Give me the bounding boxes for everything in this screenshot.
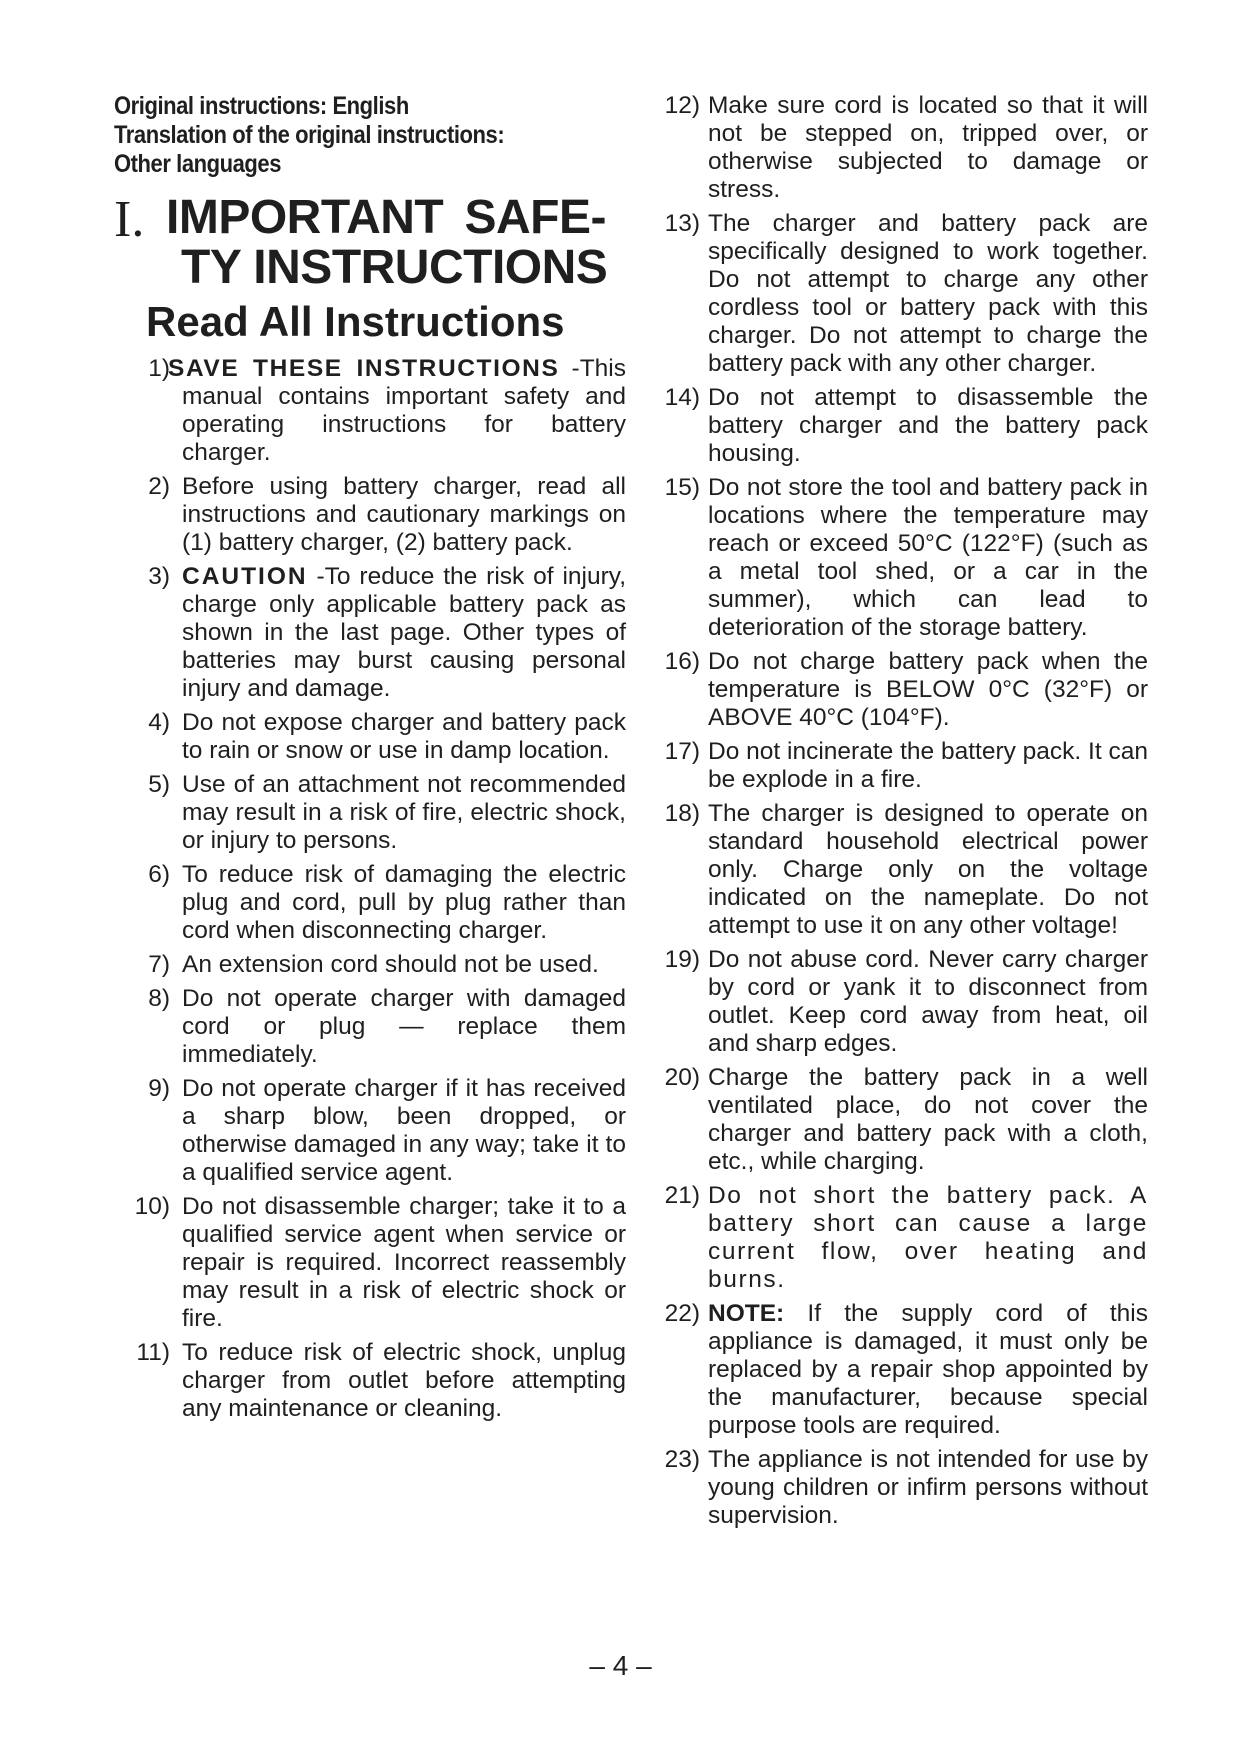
- instruction-item: 12) Make sure cord is located so that it will not be stepped on, tripped over, or otherwise subjected to damage or stress.: [664, 92, 1148, 203]
- instruction-list-left: [114, 355, 626, 1423]
- title-line-2: TY INSTRUCTIONS: [181, 241, 608, 294]
- instruction-item: 4) Do not expose charger and battery pack to rain or snow or use in damp location.: [148, 709, 626, 764]
- instruction-item: 15) Do not store the tool and battery pack in locations where the temperature may reach or exceed 50°C (122°F) (such as a metal tool shed, or a car in the summer), which can lead to deterioration of the storage battery.: [664, 474, 1148, 641]
- instruction-item: 17) Do not incinerate the battery pack. It can be explode in a fire.: [664, 738, 1148, 793]
- instruction-item: 2) Before using battery charger, read all instructions and cautionary markings on (1) battery charger, (2) battery pack.: [148, 473, 626, 556]
- instruction-item: 3) CAUTION -To reduce the risk of injury, charge only applicable battery pack as shown in the last page. Other types of batteries may burst causing personal injury and damage.: [148, 563, 626, 702]
- instruction-item: 7) An extension cord should not be used.: [148, 951, 599, 978]
- section-title: [114, 193, 626, 347]
- page-number: – 4 –: [589, 1650, 652, 1681]
- instruction-item: 23) The appliance is not intended for use by young children or infirm persons without supervision.: [664, 1446, 1148, 1529]
- instruction-item: 13) The charger and battery pack are specifically designed to work together. Do not attempt to charge any other cordless tool or battery pack with this charger. Do not attempt to charge the battery pack with any other charger.: [664, 210, 1148, 377]
- left-column: [114, 92, 626, 1429]
- instruction-item: 19) Do not abuse cord. Never carry charger by cord or yank it to disconnect from outlet. Keep cord away from heat, oil and sharp edges.: [664, 946, 1148, 1057]
- instruction-item: 1) SAVE THESE INSTRUCTIONS -This manual contains important safety and operating instructions for battery charger.: [148, 355, 626, 466]
- instruction-item: 20) Charge the battery pack in a well ventilated place, do not cover the charger and battery pack with a cloth, etc., while charging.: [664, 1064, 1148, 1175]
- instruction-item: 9) Do not operate charger if it has received a sharp blow, been dropped, or otherwise damaged in any way; take it to a qualified service agent.: [148, 1075, 626, 1186]
- instruction-item: 8) Do not operate charger with damaged cord or plug — replace them immediately.: [148, 985, 626, 1068]
- caution-label: CAUTION: [182, 563, 308, 590]
- instruction-item: 6) To reduce risk of damaging the electric plug and cord, pull by plug rather than cord when disconnecting charger.: [148, 861, 626, 944]
- header-line-translation: Translation of the original instructions:: [114, 121, 505, 149]
- right-column: [658, 92, 1148, 1536]
- header-line-other: Other languages: [114, 150, 281, 178]
- instruction-item: 14) Do not attempt to disassemble the battery charger and the battery pack housing.: [664, 384, 1148, 467]
- section-number: I.: [114, 191, 145, 248]
- section-subtitle: Read All Instructions: [146, 298, 565, 345]
- instruction-item: 11) To reduce risk of electric shock, unplug charger from outlet before attempting any maintenance or cleaning.: [136, 1339, 626, 1422]
- title-line-1: IMPORTANT SAFE-: [166, 191, 606, 244]
- note-label: NOTE:: [708, 1300, 785, 1327]
- instruction-item: 22) NOTE: If the supply cord of this appliance is damaged, it must only be replaced by a repair shop appointed by the manufacturer, because special purpose tools are required.: [664, 1300, 1149, 1439]
- instruction-item: 10) Do not disassemble charger; take it to a qualified service agent when service or repair is required. Incorrect reassembly may result in a risk of electric shock or fire.: [134, 1193, 626, 1332]
- instruction-item: 5) Use of an attachment not recommended may result in a risk of fire, electric shock, or injury to persons.: [148, 771, 626, 854]
- instruction-item: 18) The charger is designed to operate on standard household electrical power only. Charge only on the voltage indicated on the nameplate. Do not attempt to use it on any other voltage!: [664, 800, 1148, 939]
- instruction-list-right: [658, 92, 1148, 1530]
- save-instructions-heading: SAVE THESE INSTRUCTIONS: [168, 355, 560, 382]
- instruction-item: 21) Do not short the battery pack. A battery short can cause a large current flow, over heating and burns.: [664, 1182, 1148, 1293]
- language-header: [114, 92, 677, 179]
- header-line-original: Original instructions: English: [114, 92, 409, 120]
- instruction-item: 16) Do not charge battery pack when the temperature is BELOW 0°C (32°F) or ABOVE 40°C (104°F).: [664, 648, 1148, 731]
